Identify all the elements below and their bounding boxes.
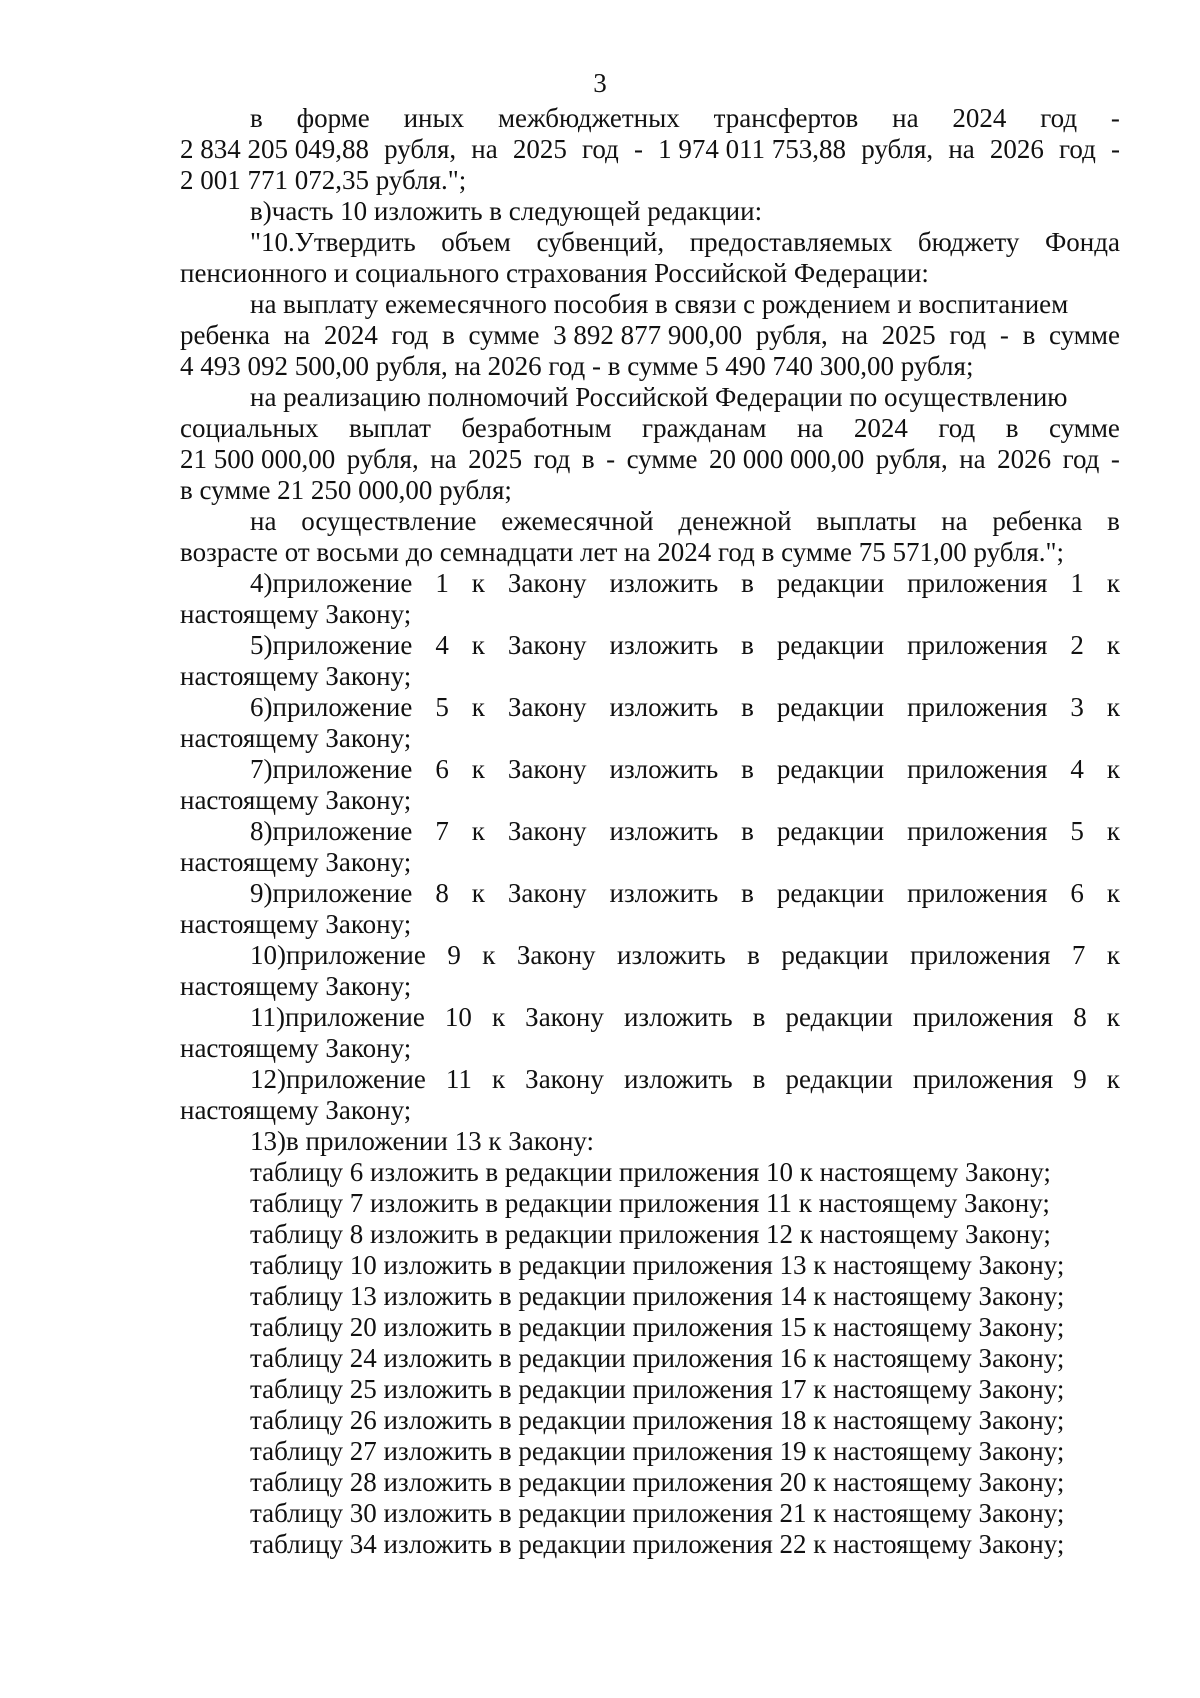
word: в	[581, 444, 595, 474]
amendment-item	[180, 878, 1120, 940]
word: на	[250, 506, 277, 536]
word: изложить	[617, 940, 726, 970]
word: к	[491, 1002, 506, 1032]
word: редакции	[776, 568, 885, 598]
word: выплаты	[816, 506, 917, 536]
word: на	[283, 320, 311, 350]
text-line: пенсионного и социального страхования Российской Федерации:	[180, 258, 929, 288]
text-line: на реализацию полномочий Российской Федерации по осуществлению	[250, 382, 1068, 412]
amendment-item	[180, 568, 1120, 630]
word: на	[892, 103, 919, 133]
word: рубля,	[875, 444, 948, 474]
word: 2 834 205 049,88	[180, 134, 369, 164]
word: 2026	[989, 134, 1044, 164]
word: сумме	[1048, 413, 1120, 443]
justified-line	[180, 940, 1120, 971]
word: к	[471, 568, 485, 598]
word: 8	[435, 878, 449, 908]
word: на	[430, 444, 457, 474]
word: 20 000 000,00	[709, 444, 865, 474]
word: редакции	[776, 754, 885, 784]
word: год	[391, 320, 429, 350]
word: изложить	[609, 692, 719, 722]
amendment-item	[180, 692, 1120, 754]
word: "10.Утвердить	[250, 227, 416, 257]
justified-line	[180, 506, 1120, 537]
text-line: настоящему Закону;	[180, 909, 412, 939]
text-line: настоящему Закону;	[180, 785, 412, 815]
word: к	[1106, 1064, 1120, 1094]
word: 4)приложение	[250, 568, 413, 598]
word: 8)приложение	[250, 816, 413, 846]
text-line: в сумме 21 250 000,00 рубля;	[180, 475, 512, 505]
text-line: настоящему Закону;	[180, 1033, 412, 1063]
word: к	[1106, 940, 1120, 970]
word: 1	[1070, 568, 1084, 598]
table-amendment-line: таблицу 27 изложить в редакции приложения 19 к настоящему Закону;	[250, 1436, 1065, 1466]
word: гражданам	[642, 413, 767, 443]
text-line: 2 001 771 072,35 рубля.";	[180, 165, 467, 195]
word: 9	[447, 940, 461, 970]
word: к	[1106, 816, 1120, 846]
word: 6	[435, 754, 449, 784]
word: приложения	[907, 754, 1048, 784]
paragraph-child-benefit	[180, 289, 1120, 382]
word: 3	[1070, 692, 1084, 722]
word: редакции	[776, 630, 885, 660]
word: к	[1106, 878, 1120, 908]
word: Закону	[516, 940, 596, 970]
word: Закону	[507, 878, 587, 908]
word: 21 500 000,00	[180, 444, 336, 474]
text-line: возрасте от восьми до семнадцати лет на 2024 год в сумме 75 571,00 рубля.";	[180, 537, 1065, 567]
word: в	[741, 692, 754, 722]
paragraph-subventions-intro	[180, 227, 1120, 289]
word: ребенка	[992, 506, 1083, 536]
word: в	[741, 816, 754, 846]
word: 6)приложение	[250, 692, 413, 722]
word: редакции	[776, 816, 885, 846]
table-amendment-line: таблицу 10 изложить в редакции приложения 13 к настоящему Закону;	[250, 1250, 1065, 1280]
table-amendment-line: таблицу 24 изложить в редакции приложения 16 к настоящему Закону;	[250, 1343, 1065, 1373]
table-amendment-line: таблицу 34 изложить в редакции приложения 22 к настоящему Закону;	[250, 1529, 1065, 1559]
word: трансфертов	[713, 103, 859, 133]
amendment-item	[180, 754, 1120, 816]
amendment-item	[180, 1002, 1120, 1064]
word: редакции	[781, 940, 889, 970]
justified-line	[180, 320, 1120, 351]
justified-line	[180, 103, 1120, 134]
text-line: настоящему Закону;	[180, 1095, 412, 1125]
word: на	[841, 320, 868, 350]
word: субвенций,	[536, 227, 665, 257]
word: -	[1111, 134, 1120, 164]
word: приложения	[912, 1064, 1054, 1094]
text-line: настоящему Закону;	[180, 971, 412, 1001]
word: -	[999, 320, 1009, 350]
word: в	[747, 940, 760, 970]
word: рубля,	[755, 320, 828, 350]
word: к	[1106, 568, 1120, 598]
word: рубля,	[861, 134, 934, 164]
table-amendment-line: таблицу 30 изложить в редакции приложения 21 к настоящему Закону;	[250, 1498, 1065, 1528]
text-line: на выплату ежемесячного пособия в связи с рождением и воспитанием	[250, 289, 1069, 319]
word: Закону	[507, 816, 587, 846]
word: на	[959, 444, 986, 474]
table-amendment-line: таблицу 8 изложить в редакции приложения 12 к настоящему Закону;	[250, 1219, 1051, 1249]
word: 7	[1071, 940, 1086, 970]
word: Закону	[507, 754, 587, 784]
word: Закону	[507, 630, 587, 660]
word: к	[471, 692, 485, 722]
word: изложить	[623, 1002, 733, 1032]
word: межбюджетных	[497, 103, 680, 133]
word: в	[1107, 506, 1120, 536]
table-amendment-line: таблицу 7 изложить в редакции приложения 11 к настоящему Закону;	[250, 1188, 1050, 1218]
word: 2024	[853, 413, 908, 443]
text-line: настоящему Закону;	[180, 599, 412, 629]
word: редакции	[785, 1064, 893, 1094]
word: к	[1106, 1002, 1120, 1032]
word: год	[533, 444, 571, 474]
word: 2025	[512, 134, 567, 164]
word: 11	[445, 1064, 472, 1094]
word: сумме	[468, 320, 540, 350]
word: в	[741, 754, 754, 784]
table-amendment-line: таблицу 13 изложить в редакции приложения 14 к настоящему Закону;	[250, 1281, 1065, 1311]
word: 5)приложение	[250, 630, 413, 660]
word: в	[741, 878, 754, 908]
amendment-items-list	[180, 568, 1120, 1126]
word: на	[948, 134, 975, 164]
text-line: настоящему Закону;	[180, 661, 412, 691]
text-line: настоящему Закону;	[180, 847, 412, 877]
table-amendment-line: таблицу 26 изложить в редакции приложения 18 к настоящему Закону;	[250, 1405, 1065, 1435]
paragraph-transfers	[180, 103, 1120, 196]
word: 10)приложение	[250, 940, 426, 970]
word: приложения	[907, 568, 1048, 598]
word: 2025	[468, 444, 523, 474]
word: социальных	[180, 413, 319, 443]
word: 2025	[881, 320, 936, 350]
word: к	[471, 816, 485, 846]
word: к	[1106, 630, 1120, 660]
word: объем	[441, 227, 511, 257]
word: редакции	[776, 692, 885, 722]
word: год	[1059, 134, 1096, 164]
word: 9	[1073, 1064, 1087, 1094]
justified-line	[180, 816, 1120, 847]
justified-line	[180, 413, 1120, 444]
justified-line	[180, 134, 1120, 165]
word: в	[1022, 320, 1036, 350]
item-13-heading: 13)в приложении 13 к Закону:	[250, 1126, 595, 1156]
word: бюджету	[917, 227, 1020, 257]
word: приложения	[907, 816, 1048, 846]
word: 4	[1070, 754, 1084, 784]
word: изложить	[609, 878, 719, 908]
word: Фонда	[1044, 227, 1120, 257]
word: к	[482, 940, 496, 970]
word: в	[741, 630, 754, 660]
justified-line	[180, 692, 1120, 723]
word: в	[442, 320, 455, 350]
tables-list	[180, 1157, 1120, 1560]
word: сумме	[626, 444, 698, 474]
word: изложить	[609, 754, 719, 784]
word: к	[471, 630, 485, 660]
word: приложения	[910, 940, 1051, 970]
amendment-item	[180, 630, 1120, 692]
amendment-item	[180, 940, 1120, 1002]
word: приложения	[907, 630, 1048, 660]
paragraph-part10-heading: в)часть 10 изложить в следующей редакции:	[250, 196, 763, 226]
word: 1	[435, 568, 449, 598]
paragraph-monthly-payment	[180, 506, 1120, 568]
word: денежной	[678, 506, 792, 536]
word: 8	[1073, 1002, 1087, 1032]
word: к	[1106, 754, 1120, 784]
word: 1 974 011 753,88	[658, 134, 847, 164]
justified-line	[180, 878, 1120, 909]
word: Закону	[507, 568, 587, 598]
word: год	[581, 134, 619, 164]
text-line: настоящему Закону;	[180, 723, 412, 753]
word: 6	[1070, 878, 1084, 908]
word: в	[250, 103, 263, 133]
justified-line	[180, 1002, 1120, 1033]
word: Закону	[507, 692, 587, 722]
word: -	[606, 444, 616, 474]
word: ребенка	[180, 320, 270, 350]
justified-line	[180, 227, 1120, 258]
word: 4	[435, 630, 449, 660]
word: -	[1110, 444, 1120, 474]
word: 5	[1070, 816, 1084, 846]
word: рубля,	[384, 134, 457, 164]
word: год	[938, 413, 976, 443]
word: 11)приложение	[250, 1002, 425, 1032]
justified-line	[180, 568, 1120, 599]
word: на	[796, 413, 824, 443]
word: 12)приложение	[250, 1064, 426, 1094]
word: Закону	[525, 1002, 604, 1032]
word: Закону	[525, 1064, 604, 1094]
word: приложения	[907, 692, 1048, 722]
word: 2024	[952, 103, 1007, 133]
word: рубля,	[346, 444, 419, 474]
word: год	[949, 320, 987, 350]
word: иных	[403, 103, 465, 133]
word: форме	[296, 103, 370, 133]
word: выплат	[348, 413, 431, 443]
word: предоставляемых	[689, 227, 893, 257]
paragraph-unemployment-payments	[180, 382, 1120, 506]
word: безработным	[461, 413, 612, 443]
word: приложения	[912, 1002, 1054, 1032]
word: 5	[435, 692, 449, 722]
word: в	[752, 1002, 766, 1032]
word: год	[1062, 444, 1100, 474]
word: 9)приложение	[250, 878, 413, 908]
word: в	[741, 568, 754, 598]
word: 7	[435, 816, 449, 846]
justified-line	[180, 1064, 1120, 1095]
text-line: 4 493 092 500,00 рубля, на 2026 год - в сумме 5 490 740 300,00 рубля;	[180, 351, 974, 381]
word: -	[1110, 103, 1120, 133]
word: в	[752, 1064, 766, 1094]
amendment-item	[180, 1064, 1120, 1126]
word: осуществление	[301, 506, 477, 536]
amendment-item	[180, 816, 1120, 878]
word: 2	[1070, 630, 1084, 660]
word: к	[471, 754, 485, 784]
word: 7)приложение	[250, 754, 413, 784]
word: в	[1005, 413, 1019, 443]
word: на	[471, 134, 498, 164]
word: изложить	[623, 1064, 733, 1094]
table-amendment-line: таблицу 20 изложить в редакции приложения 15 к настоящему Закону;	[250, 1312, 1065, 1342]
word: 3 892 877 900,00	[553, 320, 743, 350]
word: к	[491, 1064, 506, 1094]
word: ежемесячной	[501, 506, 654, 536]
word: изложить	[609, 568, 719, 598]
word: изложить	[609, 816, 719, 846]
word: на	[941, 506, 968, 536]
word: приложения	[907, 878, 1048, 908]
word: год	[1040, 103, 1078, 133]
table-amendment-line: таблицу 28 изложить в редакции приложения 20 к настоящему Закону;	[250, 1467, 1065, 1497]
page-number: 3	[593, 68, 607, 98]
word: изложить	[609, 630, 719, 660]
word: к	[471, 878, 485, 908]
justified-line	[180, 754, 1120, 785]
justified-line	[180, 630, 1120, 661]
justified-line	[180, 444, 1120, 475]
document-body	[180, 103, 1120, 1560]
word: 2026	[997, 444, 1052, 474]
word: -	[633, 134, 643, 164]
word: 2024	[323, 320, 378, 350]
word: сумме	[1049, 320, 1120, 350]
table-amendment-line: таблицу 6 изложить в редакции приложения 10 к настоящему Закону;	[250, 1157, 1051, 1187]
word: 10	[444, 1002, 472, 1032]
table-amendment-line: таблицу 25 изложить в редакции приложения 17 к настоящему Закону;	[250, 1374, 1065, 1404]
word: редакции	[785, 1002, 893, 1032]
word: к	[1106, 692, 1120, 722]
word: редакции	[776, 878, 885, 908]
